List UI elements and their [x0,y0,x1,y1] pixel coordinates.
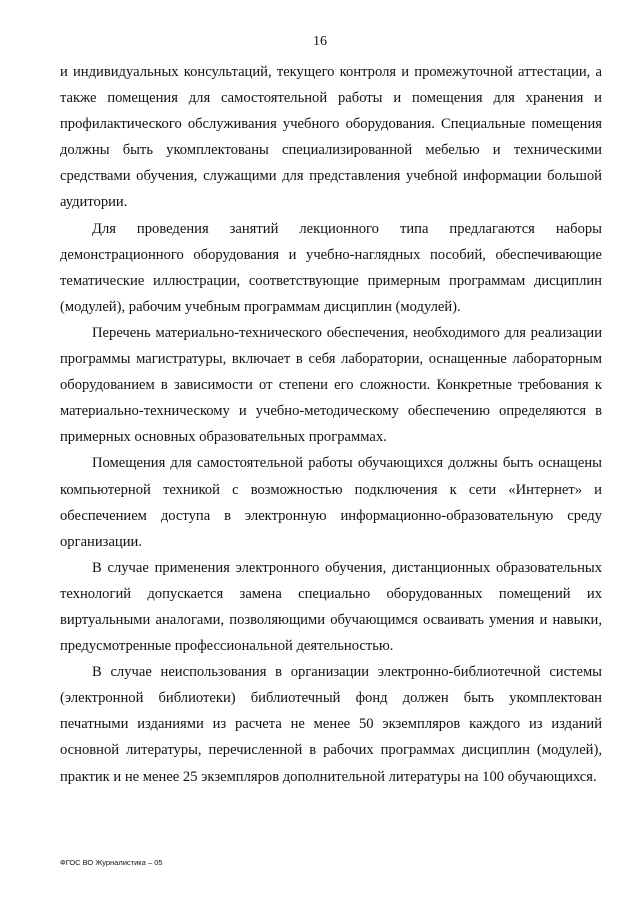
paragraph-material-support: Перечень материально-технического обеспечения, необходимого для реализации программы магистратуры, включает в себя лаборатории, оснащенные лабораторным оборудованием в зависимости от степени его сложности. Конкретные требования к материально-техническому и учебно-методическому обеспечению определяются в примерных основных образовательных программах. [60,324,602,446]
paragraph-e-learning: В случае применения электронного обучения, дистанционных образовательных технологий допускается замена специально оборудованных помещений их виртуальными аналогами, позволяющими обучающимся осваивать умения и навыки, предусмотренные профессиональной деятельностью. [60,559,602,655]
document-footer: ФГОС ВО Журналистика – 05 [60,858,163,867]
document-body [60,59,602,790]
paragraph-continuation: и индивидуальных консультаций, текущего контроля и промежуточной аттестации, а также помещения для самостоятельной работы и помещения для хранения и профилактического обслуживания учебного оборудования. Специальные помещения должны быть укомплектованы специализированной мебелью и техническими средствами обучения, служащими для представления учебной информации большой аудитории. [60,64,602,211]
paragraph-library-fund: В случае неиспользования в организации электронно-библиотечной системы (электронной библиотеки) библиотечный фонд должен быть укомплектован печатными изданиями из расчета не менее 50 экземпляров каждого из изданий основной литературы, перечисленной в рабочих программах дисциплин (модулей), практик и не менее 25 экземпляров дополнительной литературы на 100 обучающихся. [60,664,602,785]
page-number: 16 [313,34,327,49]
paragraph-self-study-rooms: Помещения для самостоятельной работы обучающихся должны быть оснащены компьютерной техникой с возможностью подключения к сети «Интернет» и обеспечением доступа в электронную информационно-образовательную среду организации. [60,455,602,550]
paragraph-lecture-equipment: Для проведения занятий лекционного типа предлагаются наборы демонстрационного оборудования и учебно-наглядных пособий, обеспечивающие тематические иллюстрации, соответствующие примерным программам дисциплин (модулей), рабочим учебным программам дисциплин (модулей). [60,220,602,315]
